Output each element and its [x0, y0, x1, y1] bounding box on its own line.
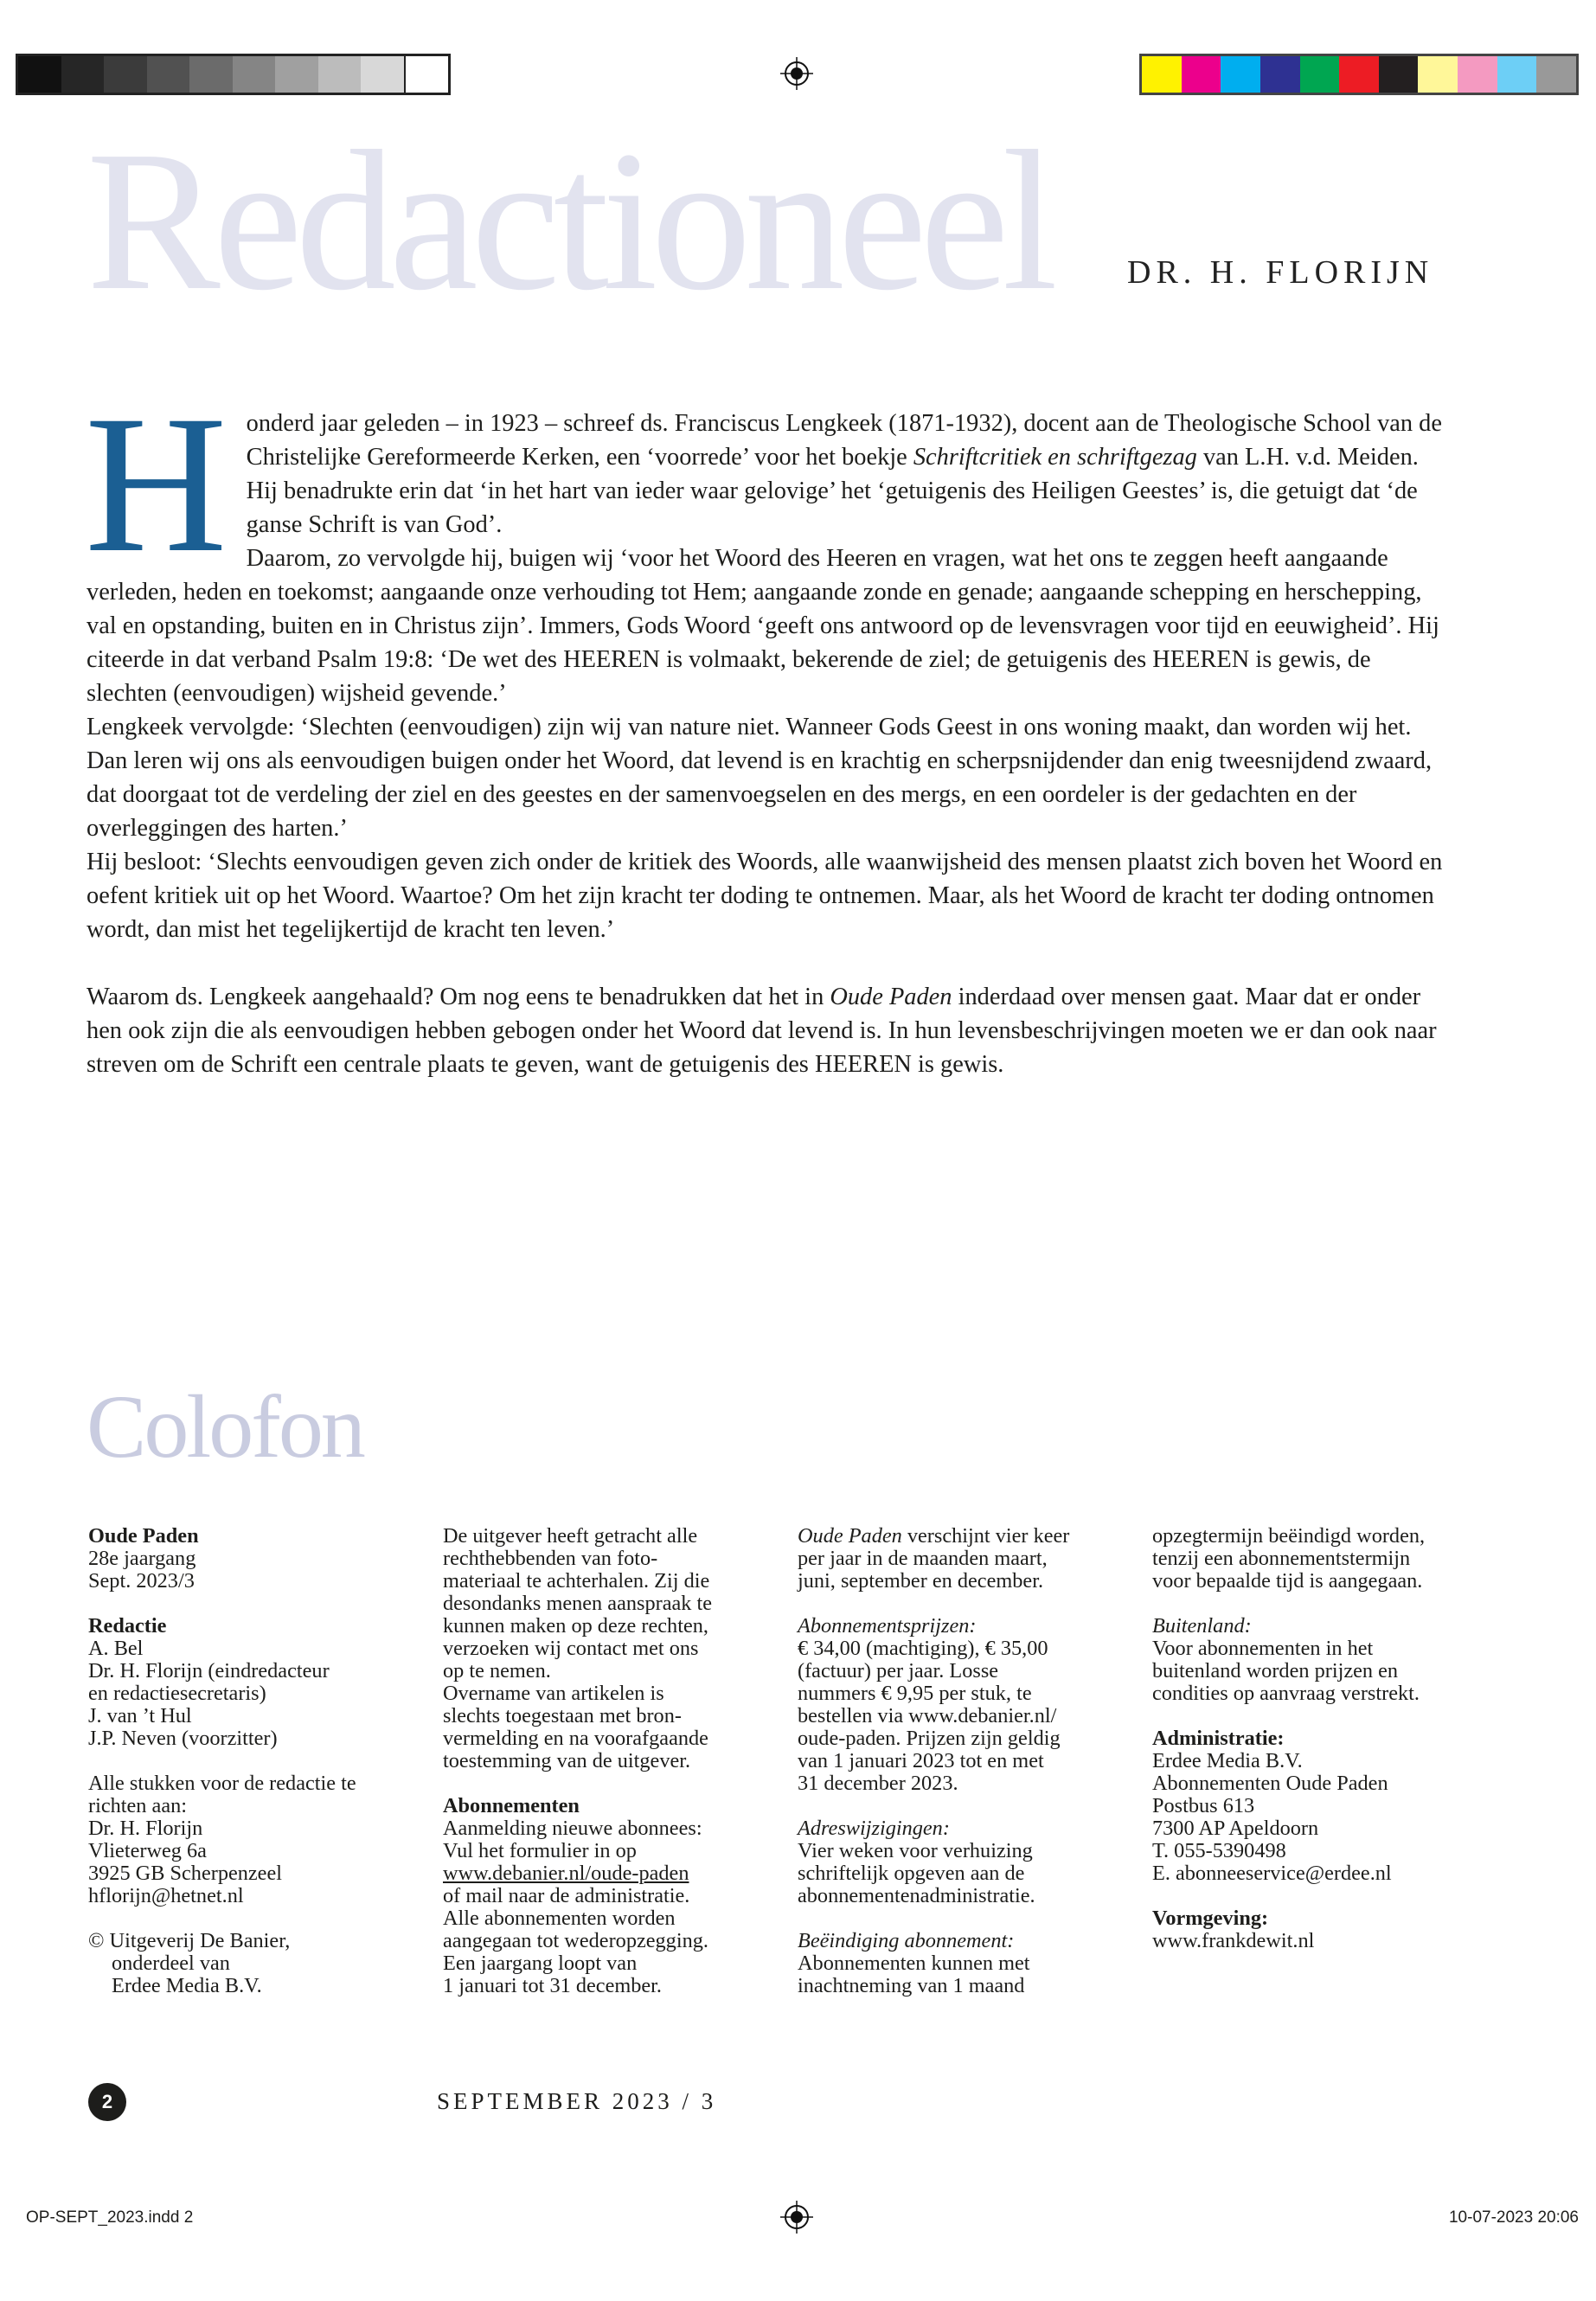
color-swatch [1497, 56, 1537, 93]
colofon-heading: Administratie: [1152, 1727, 1285, 1750]
color-swatch [1300, 56, 1340, 93]
gray-swatch [18, 56, 61, 93]
article-body [85, 375, 1453, 1081]
gray-swatch [104, 56, 147, 93]
drop-cap: H [85, 375, 228, 593]
gray-swatch [233, 56, 276, 93]
paragraph: Lengkeek vervolgde: ‘Slechten (eenvoudigen) zijn wij van nature niet. Wanneer Gods Geest in ons woning maakt, dan worden wij het. Dan leren wij ons als eenvoudigen buigen onder het Woord, dat levend is en krachtig en scherpsnijdender dan enig tweesnijdend zwaard, dat doorgaat tot de verdeling der ziel en des geestes en der samenvoegselen en des mergs, en een oordeler is der gedachten en der overleggingen des harten.’ [87, 714, 1433, 842]
gray-swatch [275, 56, 318, 93]
designer-link[interactable]: www.frankdewit.nl [1152, 1929, 1315, 1952]
colofon-heading: Adreswijzigingen: [798, 1817, 950, 1840]
colofon-heading: Oude Paden [88, 1524, 199, 1548]
gray-swatch [189, 56, 233, 93]
colofon-column-2: De uitgever heeft getracht alle rechthebbenden van foto- materiaal te achterhalen. Zij die desondanks menen aanspraak te kunnen maken op deze rechten, verzoeken wij contact met ons op te nemen. Overname van artikelen is slechts toegestaan met bron- vermelding en na voorafgaande toestemming van de uitgever. Abonnementen Aanmelding nieuwe abonnees: Vul het formulier in op www.debanier.nl/oude-paden of mail naar de administratie. Alle abonnementen worden aangegaan tot wederopzegging. Een jaargang loopt van 1 januari tot 31 december. [443, 1525, 785, 1997]
color-swatch [1418, 56, 1458, 93]
colofon-column-4: opzegtermijn beëindigd worden, tenzij een abonnementstermijn voor bepaalde tijd is aangegaan. Buitenland: Voor abonnementen in het buitenland worden prijzen en condities op aanvraag verstrekt. Administratie: Erdee Media B.V. Abonnementen Oude Paden Postbus 613 7300 AP Apeldoorn T. 055-5390498 E. abonneeservice@erdee.nl Vormgeving: www.frankdewit.nl [1152, 1525, 1494, 1952]
grayscale-calibration-bar [16, 54, 451, 95]
color-swatch [1142, 56, 1182, 93]
paragraph: Daarom, zo vervolgde hij, buigen wij ‘voor het Woord des Heeren en vragen, wat het ons te zeggen heeft aangaande verleden, heden en toekomst; aangaande onze verhouding tot Hem; aangaande zonde en genade; aangaande schepping en herschepping, val en opstanding, buiten en in Christus zijn’. Immers, Gods Woord ‘geeft ons antwoord op de levensvragen voor tijd en eeuwigheid’. Hij citeerde in dat verband Psalm 19:8: ‘De wet des HEEREN is volmaakt, bekerende de ziel; de getuigenis des HEEREN is gewis, de slechten (eenvoudigen) wijsheid gevende.’ [87, 545, 1439, 707]
page-number-badge: 2 [88, 2083, 126, 2121]
book-title: Schriftcritiek en schriftgezag [913, 444, 1197, 471]
colofon-heading: Abonnementen [443, 1794, 580, 1817]
color-swatch [1536, 56, 1576, 93]
color-swatch [1458, 56, 1497, 93]
colofon-heading: Beëindiging abonnement: [798, 1929, 1015, 1952]
gray-swatch [318, 56, 362, 93]
editor-email[interactable]: hflorijn@hetnet.nl [88, 1884, 244, 1907]
color-swatch [1260, 56, 1300, 93]
gray-swatch [61, 56, 105, 93]
issue-footer: SEPTEMBER 2023 / 3 [437, 2088, 717, 2114]
gray-swatch [404, 56, 449, 93]
paragraph: Hij benadrukte erin dat ‘in het hart van ieder waar gelovige’ het ‘getuigenis des Heiligen Geestes’ is, die getuigt dat ‘de ganse Schrift is van God’. [246, 478, 1418, 538]
color-swatch [1379, 56, 1419, 93]
slug-filename: OP-SEPT_2023.indd 2 [26, 2208, 194, 2227]
colofon-heading: Redactie [88, 1614, 167, 1638]
gray-swatch [147, 56, 190, 93]
slug-timestamp: 10-07-2023 20:06 [1448, 2208, 1579, 2227]
section-title: Redactioneel [87, 110, 1051, 332]
author-name: DR. H. FLORIJN [1127, 254, 1434, 291]
colofon-heading: Vormgeving: [1152, 1907, 1269, 1930]
colofon-title: Colofon [87, 1377, 363, 1477]
magazine-title: Oude Paden [830, 984, 952, 1010]
paragraph: onderd jaar geleden – in 1923 – schreef ds. Franciscus Lengkeek (1871-1932), docent aan de Theologische School van de Christelijke Gereformeerde Kerken, een ‘voorrede’ voor het boekje Schriftcritiek en schriftgezag van L.H. v.d. Meiden. [246, 410, 1442, 471]
paragraph: Waarom ds. Lengkeek aangehaald? Om nog eens te benadrukken dat het in Oude Paden inderdaad over mensen gaat. Maar dat er onder hen ook zijn die als eenvoudigen hebben gebogen onder het Woord dat levend is. In hun levensbeschrijvingen moeten we er dan ook naar streven om de Schrift een centrale plaats te geven, want de getuigenis des HEEREN is gewis. [87, 984, 1437, 1078]
admin-email[interactable]: E. abonneeservice@erdee.nl [1152, 1862, 1392, 1885]
subscription-link[interactable]: www.debanier.nl/oude-paden [443, 1862, 689, 1885]
color-swatch [1221, 56, 1260, 93]
color-calibration-bar [1139, 54, 1579, 95]
colofon-column-3: Oude Paden verschijnt vier keer per jaar in de maanden maart, juni, september en december. Abonnementsprijzen: € 34,00 (machtiging), € 35,00 (factuur) per jaar. Losse nummers € 9,95 per stuk, te bestellen via www.debanier.nl/ oude-paden. Prijzen zijn geldig van 1 januari 2023 tot en met 31 december 2023. Adreswijzigingen: Vier weken voor verhuizing schriftelijk opgeven aan de abonnementenadministratie. Beëindiging abonnement: Abonnementen kunnen met inachtneming van 1 maand [798, 1525, 1139, 1997]
color-swatch [1182, 56, 1221, 93]
colofon-heading: Abonnementsprijzen: [798, 1614, 977, 1638]
paragraph: Hij besloot: ‘Slechts eenvoudigen geven zich onder de kritiek des Woords, alle waanwijsheid des mensen plaatst zich boven het Woord en oefent kritiek uit op het Woord. Waartoe? Om het zijn kracht ter doding te ontnemen. Maar, als het Woord de kracht ter doding ontnomen wordt, dan mist het tegelijkertijd de kracht ten leven.’ [87, 849, 1443, 943]
gray-swatch [361, 56, 404, 93]
color-swatch [1339, 56, 1379, 93]
colofon-heading: Buitenland: [1152, 1614, 1252, 1638]
registration-mark-icon [780, 2201, 813, 2234]
colofon-column-1: Oude Paden 28e jaargang Sept. 2023/3 Redactie A. Bel Dr. H. Florijn (eindredacteur en redactiesecretaris) J. van ’t Hul J.P. Neven (voorzitter) Alle stukken voor de redactie te richten aan: Dr. H. Florijn Vlieterweg 6a 3925 GB Scherpenzeel hflorijn@hetnet.nl © Uitgeverij De Banier, onderdeel van Erdee Media B.V. [88, 1525, 430, 1997]
registration-mark-icon [780, 57, 813, 90]
